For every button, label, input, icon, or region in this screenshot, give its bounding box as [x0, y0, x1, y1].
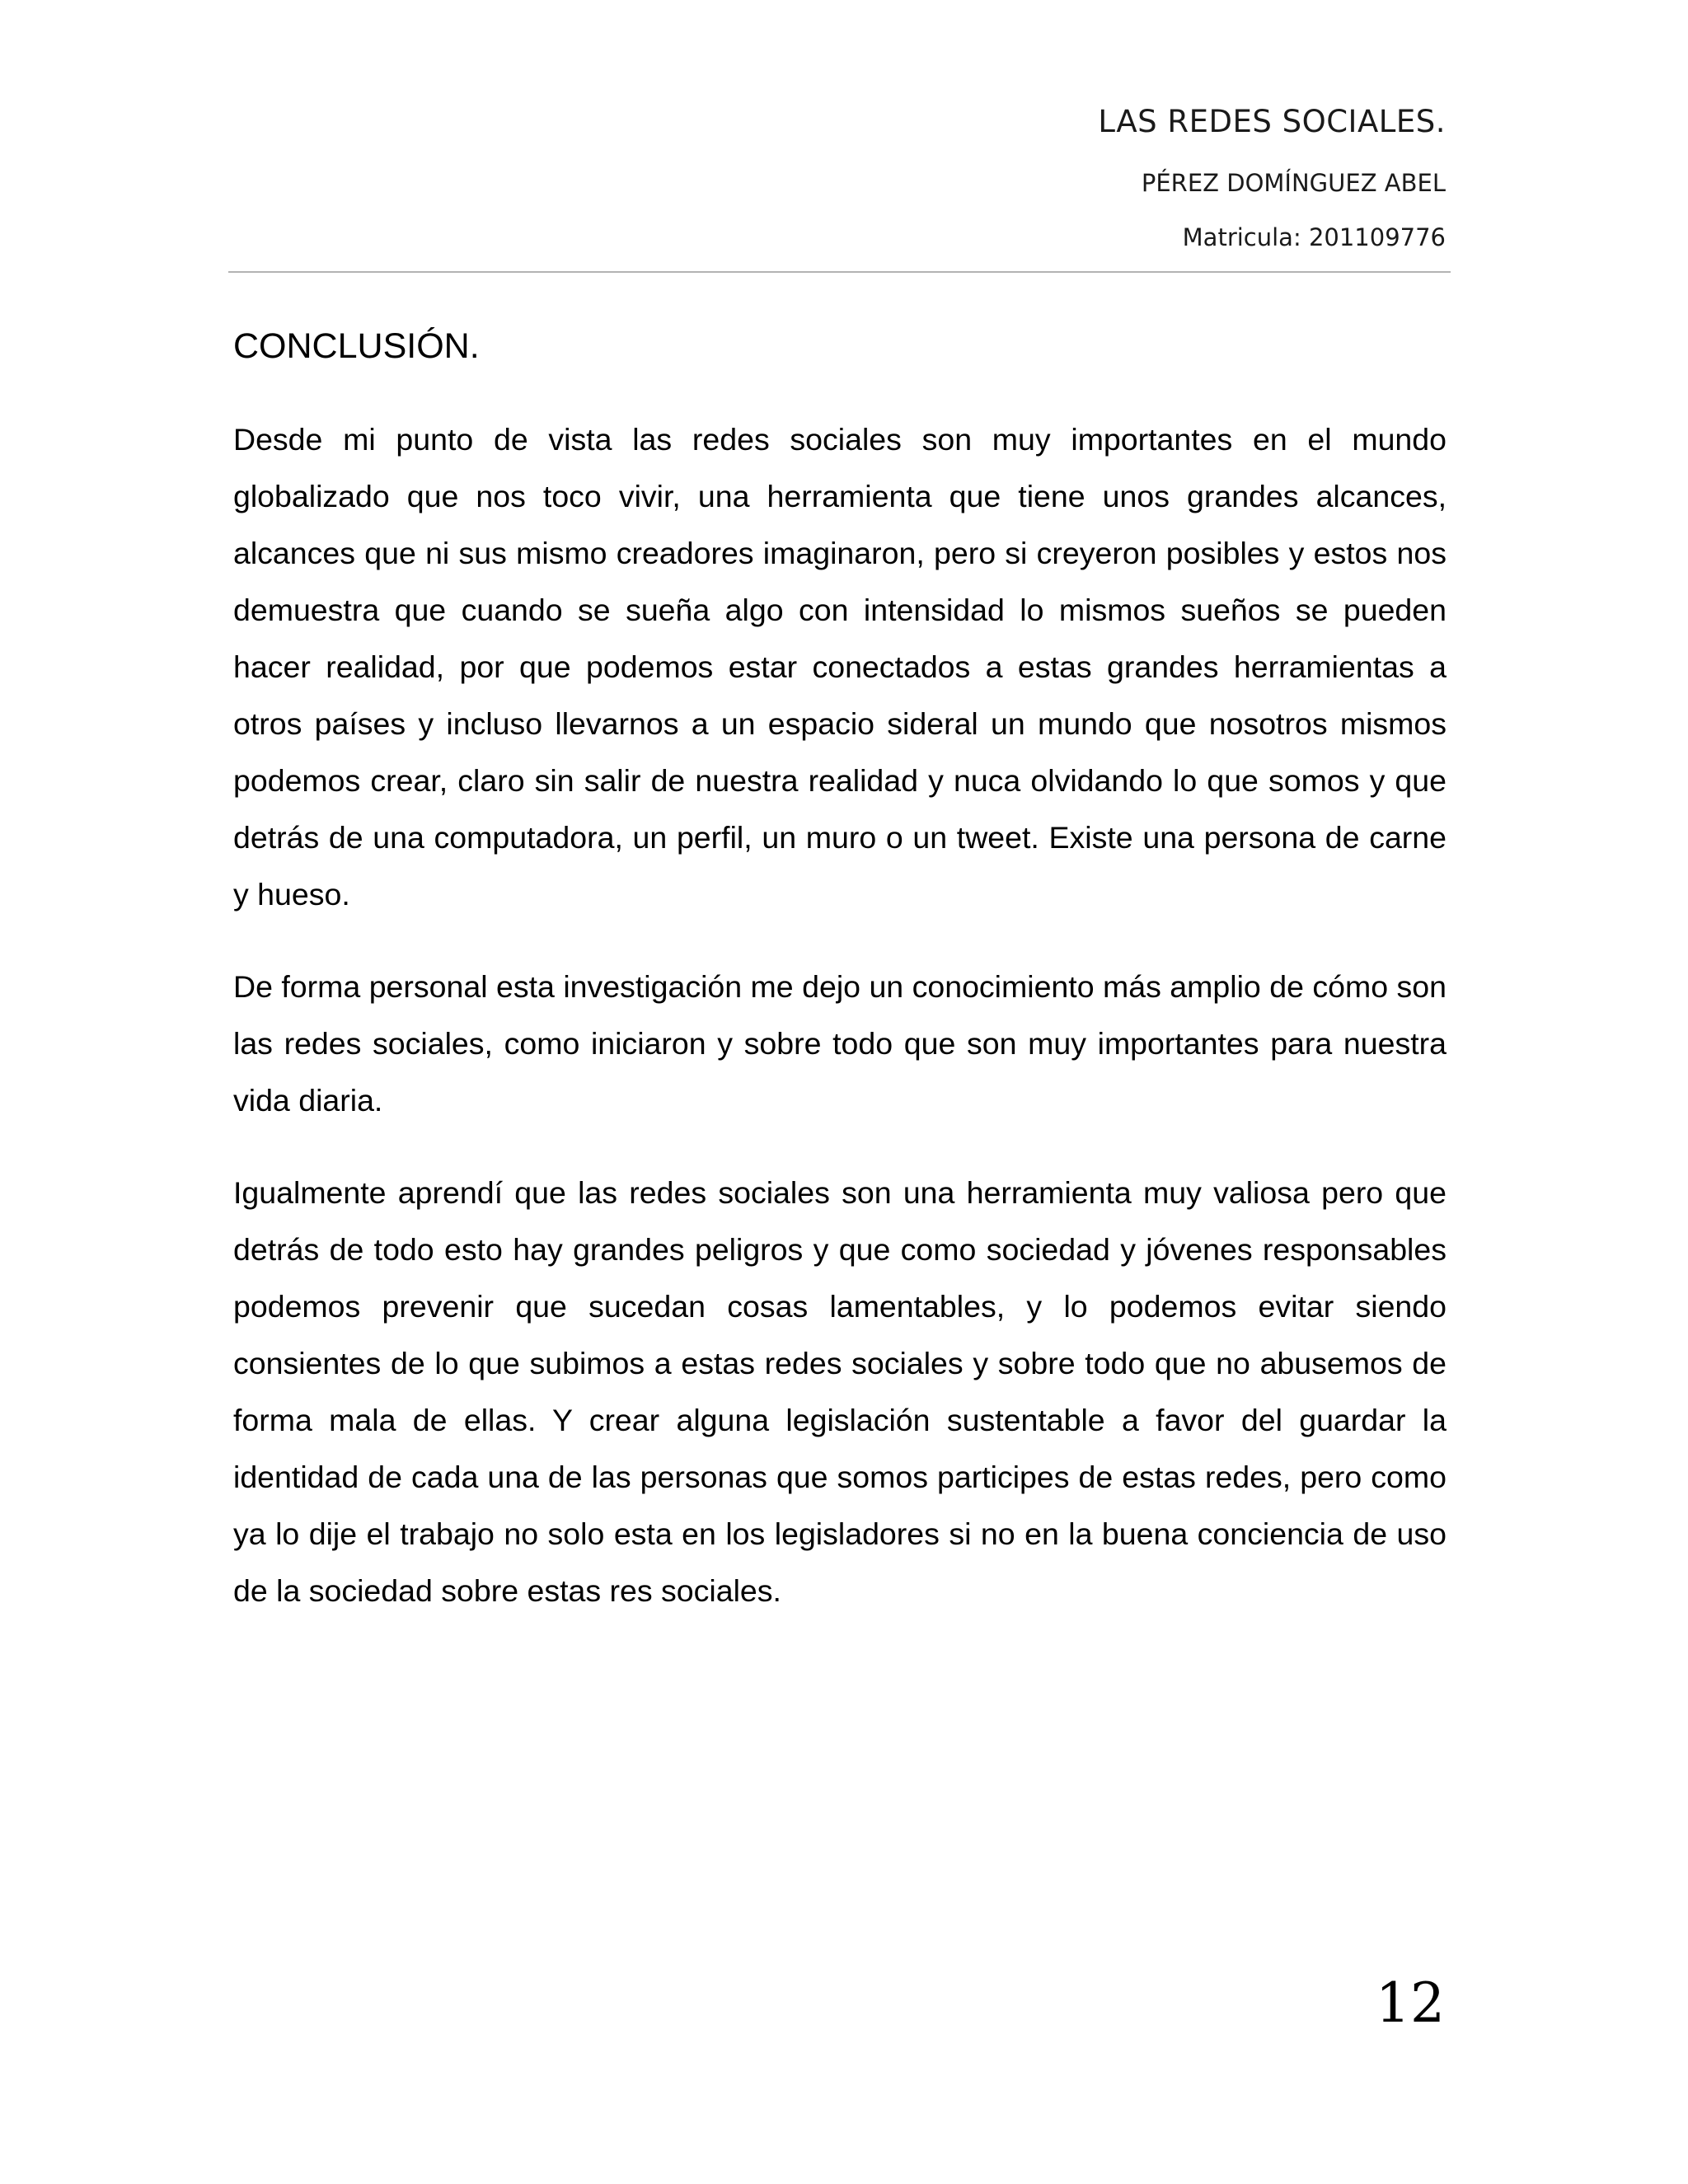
header-author: PÉREZ DOMÍNGUEZ ABEL — [1141, 169, 1446, 197]
section-title: CONCLUSIÓN. — [233, 326, 480, 366]
page-number: 12 — [1376, 1971, 1445, 2035]
header-matricula: Matricula: 201109776 — [1182, 223, 1446, 251]
paragraph-3: Igualmente aprendí que las redes sociales son una herramienta muy valiosa pero que detrás de todo esto hay grandes peligros y que como sociedad y jóvenes responsables podemos prevenir que sucedan cosas lamentables, y lo podemos evitar siendo consientes de lo que subimos a estas redes sociales y sobre todo que no abusemos de forma mala de ellas. Y crear alguna legislación sustentable a favor del guardar la identidad de cada una de las personas que somos participes de estas redes, pero como ya lo dije el trabajo no solo esta en los legisladores si no en la buena conciencia de uso de la sociedad sobre estas res sociales. — [233, 1175, 1447, 1608]
header-title: LAS REDES SOCIALES. — [1098, 104, 1446, 139]
paragraph-2: De forma personal esta investigación me dejo un conocimiento más amplio de cómo son las redes sociales, como iniciaron y sobre todo que son muy importantes para nuestra vida diaria. — [233, 969, 1447, 1118]
paragraph-1: Desde mi punto de vista las redes sociales son muy importantes en el mundo globalizado que nos toco vivir, una herramienta que tiene unos grandes alcances, alcances que ni sus mismo creadores imaginaron, pero si creyeron posibles y estos nos demuestra que cuando se sueña algo con intensidad lo mismos sueños se pueden hacer realidad, por que podemos estar conectados a estas grandes herramientas a otros países y incluso llevarnos a un espacio sideral un mundo que nosotros mismos podemos crear, claro sin salir de nuestra realidad y nuca olvidando lo que somos y que detrás de una computadora, un perfil, un muro o un tweet. Existe una persona de carne y hueso. — [233, 422, 1447, 912]
page-header — [228, 97, 1451, 255]
page-body — [233, 317, 1447, 1655]
header-divider — [228, 271, 1451, 273]
